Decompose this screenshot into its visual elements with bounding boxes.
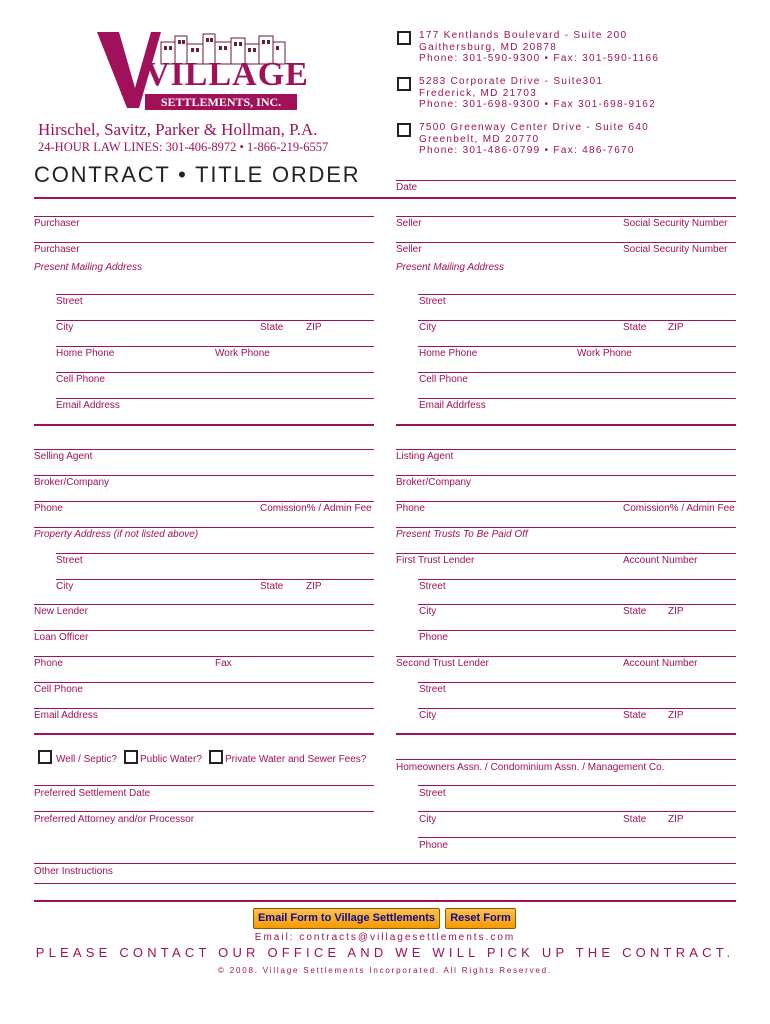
listing-phone-field[interactable] [396, 501, 736, 502]
other-instructions-rule-2[interactable] [34, 883, 736, 884]
pref-date-label: Preferred Settlement Date [34, 788, 151, 799]
first-trust-field[interactable] [396, 553, 736, 554]
first-trust-city-field[interactable] [418, 604, 736, 605]
section-divider-left-1 [34, 424, 374, 426]
first-trust-zip-label: ZIP [668, 606, 684, 617]
lender-cell-label: Cell Phone [34, 684, 83, 695]
seller-field-1[interactable] [396, 216, 736, 217]
purchaser-city-label: City [56, 322, 74, 333]
loan-officer-label: Loan Officer [34, 632, 89, 643]
purchaser-email-field[interactable] [56, 398, 374, 399]
other-instructions-label: Other Instructions [34, 866, 113, 877]
reset-form-button[interactable]: Reset Form [445, 908, 516, 929]
private-water-checkbox[interactable] [209, 750, 223, 764]
page-title: CONTRACT • TITLE ORDER [34, 162, 361, 187]
first-trust-label: First Trust Lender [396, 555, 475, 566]
property-address-rule [34, 527, 374, 528]
loan-officer-field[interactable] [34, 630, 374, 631]
property-zip-label: ZIP [306, 581, 322, 592]
seller-email-label: Email Addrfess [419, 400, 486, 411]
lender-cell-field[interactable] [34, 682, 374, 683]
email-form-button[interactable]: Email Form to Village Settlements [253, 908, 440, 929]
section-divider-right-2 [396, 733, 736, 735]
listing-agent-label: Listing Agent [396, 451, 454, 462]
well-septic-checkbox[interactable] [38, 750, 52, 764]
purchaser-street-field[interactable] [56, 294, 374, 295]
logo-main-text: VILLAGE [145, 56, 309, 93]
date-field[interactable] [396, 180, 736, 181]
ssn-label-2: Social Security Number [623, 244, 728, 255]
seller-city-label: City [419, 322, 437, 333]
selling-phone-field[interactable] [34, 501, 374, 502]
well-septic-label: Well / Septic? [56, 754, 117, 765]
footer-copyright: © 2008. Village Settlements Incorporated. All Rights Reserved. [218, 966, 552, 975]
title-divider [34, 197, 736, 199]
second-trust-street-label: Street [419, 684, 446, 695]
seller-street-field[interactable] [418, 294, 736, 295]
lender-email-field[interactable] [34, 708, 374, 709]
firm-name: Hirschel, Savitz, Parker & Hollman, P.A. [38, 120, 318, 139]
property-city-label: City [56, 581, 74, 592]
other-instructions-field[interactable] [34, 863, 736, 864]
hoa-street-field[interactable] [418, 785, 736, 786]
office-checkbox-frederick[interactable] [397, 77, 411, 91]
hoa-city-label: City [419, 814, 437, 825]
purchaser-field-1[interactable] [34, 216, 374, 217]
section-divider-right-1 [396, 424, 736, 426]
property-street-field[interactable] [56, 553, 374, 554]
selling-agent-label: Selling Agent [34, 451, 93, 462]
first-trust-state-label: State [623, 606, 647, 617]
purchaser-city-field[interactable] [56, 320, 374, 321]
hoa-state-label: State [623, 814, 647, 825]
first-trust-phone-label: Phone [419, 632, 448, 643]
seller-street-label: Street [419, 296, 446, 307]
lender-email-label: Email Address [34, 710, 98, 721]
purchaser-phone-field[interactable] [56, 346, 374, 347]
second-trust-state-label: State [623, 710, 647, 721]
purchaser-label-2: Purchaser [34, 244, 80, 255]
seller-email-field[interactable] [418, 398, 736, 399]
section-divider-left-2 [34, 733, 374, 735]
selling-commission-label: Comission% / Admin Fee [260, 503, 372, 514]
purchaser-label-1: Purchaser [34, 218, 80, 229]
new-lender-label: New Lender [34, 606, 88, 617]
property-address-label: Property Address (if not listed above) [34, 529, 199, 540]
public-water-checkbox[interactable] [124, 750, 138, 764]
first-trust-city-label: City [419, 606, 437, 617]
first-trust-street-field[interactable] [418, 579, 736, 580]
second-trust-field[interactable] [396, 656, 736, 657]
hoa-city-field[interactable] [418, 811, 736, 812]
second-trust-account-label: Account Number [623, 658, 698, 669]
second-trust-city-field[interactable] [418, 708, 736, 709]
seller-cell-label: Cell Phone [419, 374, 468, 385]
hoa-phone-label: Phone [419, 840, 448, 851]
listing-broker-label: Broker/Company [396, 477, 472, 488]
hoa-label: Homeowners Assn. / Condominium Assn. / Management Co. [396, 762, 665, 773]
listing-broker-field[interactable] [396, 475, 736, 476]
purchaser-cell-label: Cell Phone [56, 374, 105, 385]
seller-mailing-label: Present Mailing Address [396, 262, 505, 273]
property-street-label: Street [56, 555, 83, 566]
purchaser-email-label: Email Address [56, 400, 120, 411]
footer-email[interactable]: Email: contracts@villagesettlements.com [254, 932, 516, 943]
seller-label-2: Seller [396, 244, 422, 255]
listing-commission-label: Comission% / Admin Fee [623, 503, 735, 514]
present-trusts-label: Present Trusts To Be Paid Off [396, 529, 528, 540]
hoa-phone-field[interactable] [418, 837, 736, 838]
office-checkbox-greenbelt[interactable] [397, 123, 411, 137]
property-state-label: State [260, 581, 284, 592]
law-lines: 24-HOUR LAW LINES: 301-406-8972 • 1-866-219-6557 [38, 140, 329, 154]
seller-state-label: State [623, 322, 647, 333]
hoa-street-label: Street [419, 788, 446, 799]
water-rule [34, 785, 374, 786]
second-trust-street-field[interactable] [418, 682, 736, 683]
selling-broker-label: Broker/Company [34, 477, 110, 488]
private-water-label: Private Water and Sewer Fees? [225, 754, 367, 765]
office-checkbox-gaithersburg[interactable] [397, 31, 411, 45]
hoa-zip-label: ZIP [668, 814, 684, 825]
first-trust-street-label: Street [419, 581, 446, 592]
second-trust-label: Second Trust Lender [396, 658, 489, 669]
property-city-field[interactable] [56, 579, 374, 580]
purchaser-work-phone-label: Work Phone [215, 348, 270, 359]
hoa-field[interactable] [396, 759, 736, 760]
ssn-label-1: Social Security Number [623, 218, 728, 229]
public-water-label: Public Water? [140, 754, 202, 765]
listing-phone-label: Phone [396, 503, 425, 514]
seller-home-phone-label: Home Phone [419, 348, 478, 359]
selling-phone-label: Phone [34, 503, 63, 514]
pref-date-field[interactable] [34, 811, 374, 812]
logo-sub-text: SETTLEMENTS, INC. [145, 94, 297, 110]
first-trust-phone-field[interactable] [418, 630, 736, 631]
date-label: Date [396, 182, 418, 193]
purchaser-mailing-label: Present Mailing Address [34, 262, 143, 273]
seller-city-field[interactable] [418, 320, 736, 321]
selling-broker-field[interactable] [34, 475, 374, 476]
lender-phone-label: Phone [34, 658, 63, 669]
purchaser-state-label: State [260, 322, 284, 333]
new-lender-field[interactable] [34, 604, 374, 605]
seller-field-2[interactable] [396, 242, 736, 243]
footer-contact: PLEASE CONTACT OUR OFFICE AND WE WILL PICK UP THE CONTRACT. [35, 945, 735, 960]
first-trust-account-label: Account Number [623, 555, 698, 566]
purchaser-zip-label: ZIP [306, 322, 322, 333]
office-greenbelt: 7500 Greenway Center Drive - Suite 640 Greenbelt, MD 20770 Phone: 301-486-0799 • Fax: 486-7670 [419, 122, 650, 156]
purchaser-field-2[interactable] [34, 242, 374, 243]
logo [95, 28, 309, 112]
seller-phone-field[interactable] [418, 346, 736, 347]
footer-divider [34, 900, 736, 902]
present-trusts-rule [396, 527, 736, 528]
lender-fax-label: Fax [215, 658, 232, 669]
seller-work-phone-label: Work Phone [577, 348, 632, 359]
listing-agent-field[interactable] [396, 449, 736, 450]
office-frederick: 5283 Corporate Drive - Suite301 Frederick, MD 21703 Phone: 301-698-9300 • Fax 301-698-9162 [419, 76, 656, 110]
seller-label-1: Seller [396, 218, 422, 229]
purchaser-cell-field[interactable] [56, 372, 374, 373]
purchaser-home-phone-label: Home Phone [56, 348, 115, 359]
purchaser-street-label: Street [56, 296, 83, 307]
second-trust-zip-label: ZIP [668, 710, 684, 721]
second-trust-city-label: City [419, 710, 437, 721]
seller-zip-label: ZIP [668, 322, 684, 333]
pref-attorney-label: Preferred Attorney and/or Processor [34, 814, 195, 825]
selling-agent-field[interactable] [34, 449, 374, 450]
seller-cell-field[interactable] [418, 372, 736, 373]
office-gaithersburg: 177 Kentlands Boulevard - Suite 200 Gaithersburg, MD 20878 Phone: 301-590-9300 • Fax: 301-590-1166 [419, 30, 660, 64]
lender-phone-field[interactable] [34, 656, 374, 657]
